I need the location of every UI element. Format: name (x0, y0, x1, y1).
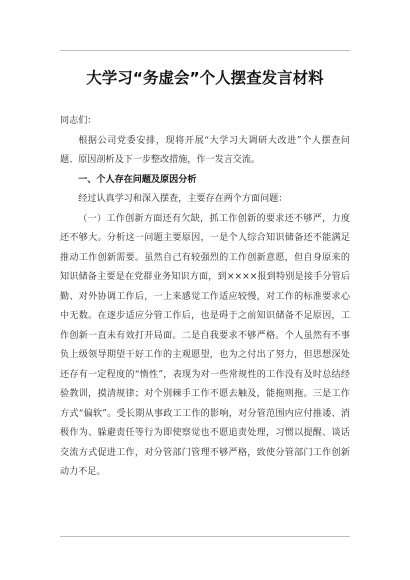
bottom-divider (60, 536, 350, 537)
intro-paragraph: 根据公司党委安排，现将开展“大学习大调研大改进”个人摆查问题、原因剖析及下一步整改措施，作一发言交流。 (60, 135, 350, 165)
document-body (60, 112, 350, 483)
section-heading: 一、个人存在问题及原因分析 (78, 174, 197, 185)
document-title: 大学习“务虚会”个人摆查发言材料 (86, 69, 324, 87)
point-one-paragraph: （一）工作创新方面还有欠缺，抓工作创新的要求还不够严，力度还不够大。分析这一问题主要原因，一是个人综合知识储备还不能满足推动工作创新需要。虽然自己有较强烈的工作创新意愿，但自身原来的知识储备主要是在党群业务知识方面，到××××报到特别是接手分管后勤、对外协调工作后，一上来感觉工作适应较慢，对工作的标准要求心中无数。在逐步适应分管工作后，也是碍于之前知识储备不足原因，工作创新一直未有效打开局面。二是自我要求不够严格。个人虽然有不事负上级领导期望干好工作的主观愿望，也为之付出了努力，但思想深处还存有一定程度的“惰性”，表现为对一些常规性的工作没有及时总结经验教训，摸清规律；对个别棘手工作不愿去触及，能拖则拖。三是工作方式“偏软”。受长期从事政工工作的影响，对分管范围内应付推诿、消极作为、躲避责任等行为即使察觉也不愿追责处理，习惯以提醒、谈话交流方式促进工作，对分管部门管理不够严格，致使分管部门工作创新动力不足。 (60, 213, 350, 477)
top-divider (60, 50, 350, 51)
salutation: 同志们： (60, 116, 97, 126)
lead-paragraph: 经过认真学习和深入摆查，主要存在两个方面问题： (78, 194, 288, 204)
